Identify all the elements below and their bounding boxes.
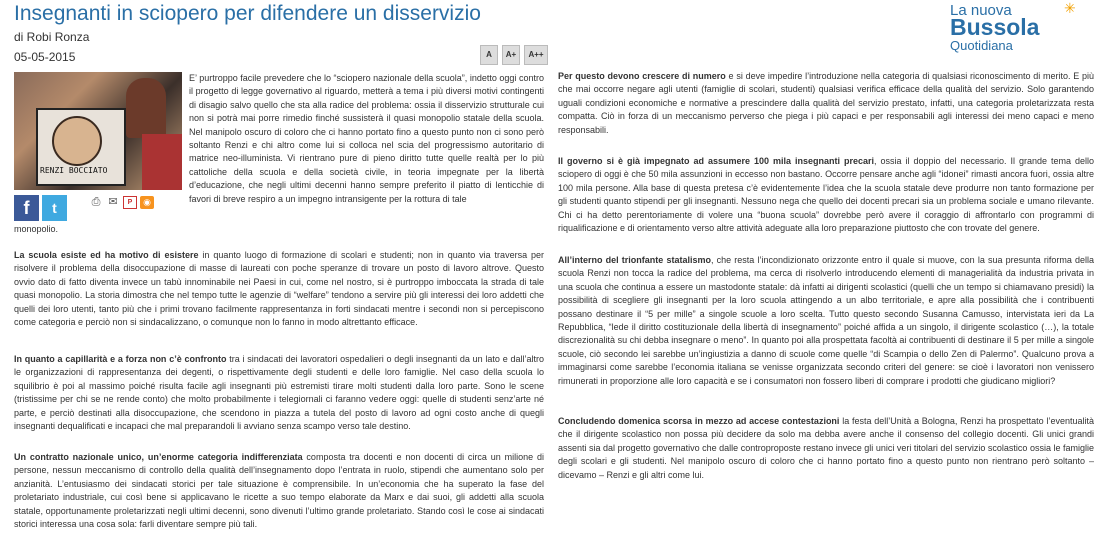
article-title: Insegnanti in sciopero per difendere un disservizio	[14, 2, 481, 25]
body-paragraph	[558, 254, 1094, 388]
paragraph-text: , ossia il doppio del necessario. Il grande tema dello sciopero di oggi è che 50 mila assunzioni in eccesso non bastano. Occorre pensare anche agli “idonei” rimasti ancora fuori, ossia altre 100 mila persone. Alla base di questa pretesa c’è evidentemente l’idea che la scuola statale deve produrre non tanto formazione per gli studenti quanto stipendi per gli insegnanti. Nessuno nega che quello dei docenti precari sia un problema sociale e umano rilevante. Chi ci ha detto perentoriamente di volere una “buona scuola” dovrebbe però avere il coraggio di affrontarlo con programmi di riqualificazione e di orientamento verso altre attività adeguate alla loro preparazione piuttosto che con trovate del genere.	[558, 156, 1095, 234]
site-logo[interactable]	[948, 0, 1088, 52]
paragraph-lead: Il governo si è già impegnato ad assumere 100 mila insegnanti precari	[558, 156, 874, 166]
facebook-icon[interactable]: f	[14, 195, 39, 221]
paragraph-text: tra i sindacati dei lavoratori ospedalieri o degli insegnanti da un lato e dall’altro le organizzazioni di rappresentanza dei degenti, o rispettivamente degli studenti e delle loro famiglie. Nel caso della scuola lo squilibrio è poi al massimo poiché risulta facile agli insegnanti più estremisti tirare molti studenti dalla loro parte. Sono le scene (tristissime per chi se ne rende conto) che molto probabilmente i telegiornali ci faranno vedere oggi: quelle di studenti senz’arte né parte, e perciò destinati alla disoccupazione, che scendono in piazza a tutela del posto di lavoro ad ogni costo anche di quegli insegnanti dequalificati e incapaci che mal preparandoli li avviano senza scampo verso tale destino.	[14, 354, 544, 432]
paragraph-lead: La scuola esiste ed ha motivo di esistere	[14, 250, 199, 260]
paragraph-lead: Un contratto nazionale unico, un’enorme categoria indifferenziata	[14, 452, 303, 462]
rss-icon[interactable]: ◉	[140, 196, 154, 209]
font-normal-button[interactable]: A	[480, 45, 498, 65]
paragraph-lead: Concludendo domenica scorsa in mezzo ad accese contestazioni	[558, 416, 840, 426]
logo-line-2: Bussola	[950, 14, 1040, 40]
print-icon[interactable]: ⎙	[91, 196, 101, 208]
photo-person	[142, 134, 182, 190]
compass-star-icon: ✳	[1064, 0, 1076, 16]
paragraph-text: composta tra docenti e non docenti di circa un milione di persone, nessun meccanismo di controllo della qualità dell’insegnamento dopo l’entrata in ruolo, stipendi che aumentano solo per anzianità. L’entusiasmo dei sindacati storici per tale situazione è comprensibile. In un’economia che ha superato la fase del proletariato industriale, cui così bene si applicavano le ricette a suo tempo elaborate da Marx e dai suoi, gli addetti alla scuola statale, opportunamente proletarizzati negli ultimi decenni, sono divenuti l’ultimo grande proletariato. Stando così le cose ai sindacati storici interessa una cosa sola: farli diventare sempre più tali.	[14, 452, 544, 530]
paragraph-lead: All’interno del trionfante statalismo	[558, 255, 711, 265]
intro-paragraph: E’ purtroppo facile prevedere che lo “sciopero nazionale della scuola”, indetto oggi contro il progetto di legge governativo al riguardo, metterà a tema i più diversi motivi contingenti di disagio salvo quello che sta alla radice del problema: ossia il disservizio strutturale cui non si potrà mai porre rimedio finché sussisterà il quasi monopolio statale della scuola. Nel manipolo oscuro di coloro che ci hanno portato fino a questo punto non ci sono però soltanto Renzi e chi altro come lui si colloca nel scia del progressismo autoritario di matrice neo-illuminista. Vi rientrano pure di pieno diritto tutte quelle realtà per lo più cattoliche della scuola e della società civile, in teoria impegnate per la libertà d’educazione, che negli ultimi decenni hanno sempre preferito il piatto di lenticchie di favori di breve respiro a un impegno intransigente per la rottura di tale	[189, 73, 544, 204]
logo-line-3: Quotidiana	[950, 38, 1013, 53]
article-author: di Robi Ronza	[14, 30, 90, 44]
font-size-controls	[480, 45, 548, 65]
paragraph-text: la festa dell’Unità a Bologna, Renzi ha prospettato l’eventualità che il dirigente scolastico non possa più decidere da solo ma debba avere anche il consenso del collegio docenti. Gli unici grandi assenti sia dal progetto governativo che dalle controproposte restano invece gli unici veri titolari del servizio scolastico ossia le famiglie degli scolari e gli studenti. Nel manipolo oscuro di coloro che ci hanno portato fino a questo punto non rientrano però soltanto – dicevamo – Renzi e gli altri come lui.	[558, 416, 1094, 480]
body-paragraph	[14, 353, 544, 433]
logo-line-1: La nuova	[950, 2, 1012, 19]
paragraph-text: e si deve impedire l’introduzione nella categoria di qualsiasi riconoscimento di merito. E più che mai occorre negare agli utenti (famiglie di scolari, studenti) qualsiasi verifica efficace della qualità del servizio. Solo garantendo uguali condizioni economiche e normative a prescindere dalla qualità del servizio prestato, infatti, una categoria proletarizzata resta compatta. Ciò in forza di un meccanismo perverso che piega i più capaci e per responsabili agli interessi dei meno capaci e meno responsabili.	[558, 71, 1094, 135]
email-icon[interactable]: ✉	[108, 196, 118, 208]
body-paragraph	[558, 70, 1094, 137]
paragraph-text: , che resta l’incondizionato orizzonte entro il quale si muove, con la sua presunta riforma della scuola Renzi non tocca la radice del problema, ma cerca di risolverlo introducendo elementi di managerialità da industria privata in una scuola che continua a essere un mastodonte statale: dà infatti ai dirigenti scolastici (quelli che un tempo si chiamavano presidi) la possibilità di scegliere gli insegnanti per la loro scuola attingendo a un albo territoriale, e apre alla possibilità che i contribuenti possano destinare il “5 per mille” a singole scuole a loro scelta. Tutto questo secondo Susanna Camusso, intervistata ieri da La Repubblica, “lede il diritto costituzionale della libertà di insegnamento” poiché affida a un singolo, il dirigente scolastico (…), la totale discrezionalità su chi debba insegnare o meno”. In quanto poi alla prospettata facoltà ai contribuenti di destinare il 5 per mille a singole scuole, ciò secondo lei sarebbe un’ingiustizia a danno di scuole come quelle “di Scampia o dello Zen di Palermo”. Qualcuno prova a immaginarsi come sarebbe l’economia italiana se venisse organizzata secondo criteri del genere: se cioè i lavoratori non venissero rimunerati in proporzione alle loro capacità e se i consumatori non fossero liberi di comprare i prodotti che giudicano migliori?	[558, 255, 1094, 386]
body-paragraph	[558, 155, 1094, 235]
article-tools	[89, 196, 154, 209]
intro-paragraph-tail: monopolio.	[14, 224, 59, 234]
pdf-icon[interactable]: P	[123, 196, 137, 209]
photo-person	[126, 78, 166, 138]
body-paragraph	[14, 249, 544, 329]
protest-sign-face	[52, 116, 102, 166]
body-paragraph	[14, 451, 544, 531]
paragraph-lead: In quanto a capillarità e a forza non c’è confronto	[14, 354, 227, 364]
paragraph-text: in quanto luogo di formazione di scolari e studenti; non in quanto via traversa per risolvere il problema della disoccupazione di masse di laureati con poche speranze di trovare un posto di lavoro altrove. Questo ovvio dato di fatto diventa invece un tabù innominabile nei Paesi in cui, come nel nostro, si è purtroppo imboccata la strada di tale quasi monopolio. La storia dimostra che nel tempo tutte le agenzie di “welfare” tendono a servire più gli interessi dei loro addetti che quelli dei loro utenti, tanto più che i primi trovano facilmente rappresentanza in forti sindacati mentre i secondi non si percepiscono come categoria e perciò non si sindacalizzano, o comunque non lo fanno in modo altrettanto efficace.	[14, 250, 544, 328]
body-paragraph	[558, 415, 1094, 482]
protest-sign-text: RENZI BOCCIATO	[40, 166, 108, 175]
font-larger-button[interactable]: A+	[502, 45, 520, 65]
article-photo	[14, 72, 182, 190]
social-share	[14, 195, 67, 221]
article-date: 05-05-2015	[14, 50, 76, 64]
paragraph-lead: Per questo devono crescere di numero	[558, 71, 726, 81]
font-largest-button[interactable]: A++	[524, 45, 548, 65]
twitter-icon[interactable]: t	[42, 195, 67, 221]
